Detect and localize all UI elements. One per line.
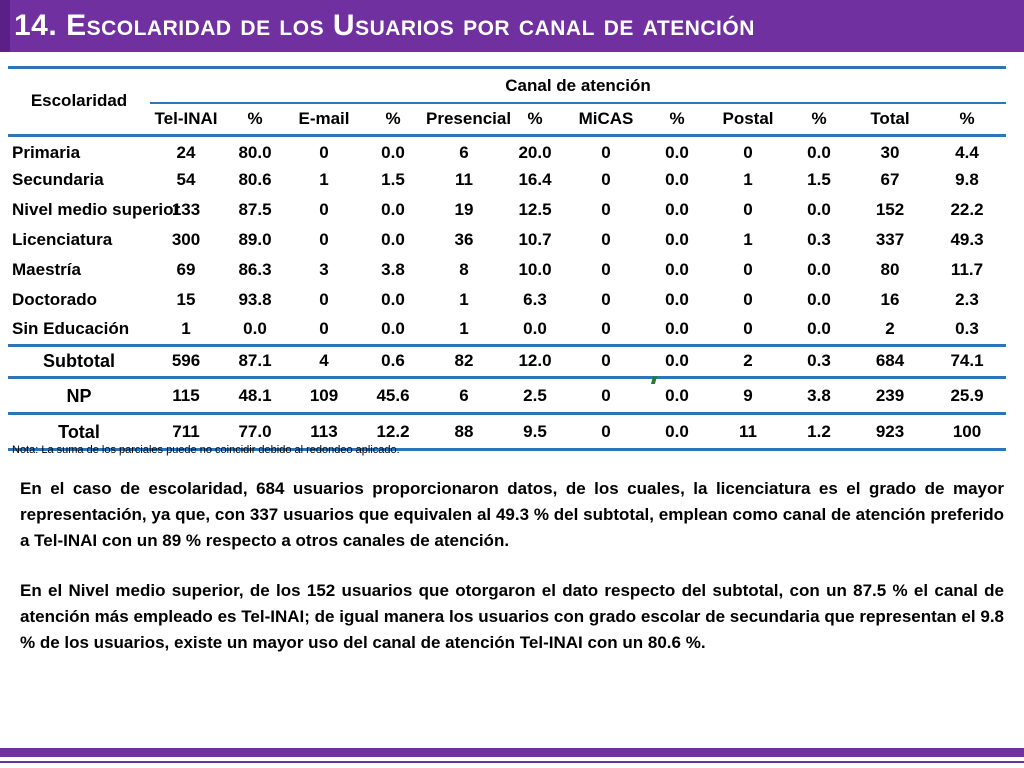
cell: 596 (171, 351, 201, 370)
cell: 3.8 (381, 260, 405, 279)
cell: 10.7 (518, 230, 552, 249)
table-row (8, 225, 1006, 255)
row-label: Subtotal (43, 350, 115, 371)
row-label: Nivel medio superior (12, 200, 181, 219)
subtotal-row (8, 345, 1006, 377)
cell: 3.8 (807, 386, 831, 406)
footer-bar (0, 748, 1024, 757)
cell: 82 (454, 351, 474, 370)
row-label: NP (66, 385, 92, 406)
cell: 115 (172, 386, 200, 406)
cell: 80.6 (238, 170, 272, 189)
escolaridad-table (8, 66, 1006, 451)
cell: 133 (171, 200, 201, 219)
header-col-10: Total (852, 103, 928, 135)
cell: 0 (319, 142, 329, 162)
cell: 109 (309, 386, 339, 406)
cell: 0 (601, 230, 611, 249)
header-col-0: Tel-INAI (150, 103, 222, 135)
cell: 93.8 (238, 290, 272, 309)
cell: 6 (459, 386, 469, 406)
cell: 45.6 (376, 386, 410, 406)
row-label: Licenciatura (12, 230, 113, 249)
cell: 11.7 (950, 260, 984, 279)
cell: 0.0 (665, 260, 689, 279)
title-text: Escolaridad de los Usuarios por canal de atención (66, 9, 755, 42)
cell: 0.0 (665, 351, 689, 370)
cell: 80.0 (238, 142, 272, 162)
cell: 113 (310, 422, 338, 442)
cell: 0 (743, 260, 753, 279)
cell: 0 (601, 351, 611, 370)
cell: 1 (743, 170, 753, 189)
cell: 0.0 (665, 142, 689, 162)
cell: 684 (875, 351, 905, 370)
cell: 0 (743, 319, 753, 339)
cell: 12.2 (376, 422, 410, 442)
page-title (14, 6, 755, 46)
cell: 0.3 (807, 230, 831, 249)
table-row (8, 195, 1006, 225)
cell: 0.0 (381, 230, 405, 249)
paragraph-nivel-medio-superior: En el Nivel medio superior, de los 152 usuarios que otorgaron el dato respecto del subtotal, con un 87.5 % el canal de atención más empleado es Tel-INAI; de igual manera los usuarios con grado escolar de secundaria que representan el 9.8 % de los usuarios, existe un mayor uso del canal de atención Tel-INAI con un 80.6 %. (20, 581, 1004, 652)
cell: 239 (875, 386, 905, 406)
cell: 4 (319, 351, 329, 370)
cell: 0.0 (665, 200, 689, 219)
title-accent (0, 0, 10, 52)
cell: 711 (172, 422, 200, 442)
table-row (8, 135, 1006, 165)
cell: 0 (601, 422, 611, 442)
header-col-11: % (928, 103, 1006, 135)
cell: 0 (743, 200, 753, 219)
cell: 0.0 (523, 319, 547, 339)
cell: 0.0 (807, 290, 831, 309)
header-col-7: % (644, 103, 710, 135)
cell: 24 (176, 142, 196, 162)
cell: 0 (601, 290, 611, 309)
row-label: Primaria (12, 142, 81, 162)
cell: 69 (176, 260, 196, 279)
cell: 1 (459, 290, 469, 309)
cell: 0.6 (381, 351, 405, 370)
header-col-2: E-mail (288, 103, 360, 135)
cell: 2 (885, 319, 895, 339)
cell: 16.4 (518, 170, 552, 189)
cell: 100 (952, 422, 982, 442)
cell: 0.0 (665, 319, 689, 339)
cell: 77.0 (238, 422, 272, 442)
cell: 87.5 (238, 200, 272, 219)
row-label: Maestría (12, 260, 81, 279)
table-row (8, 165, 1006, 195)
cell: 2 (743, 351, 753, 370)
cell: 10.0 (518, 260, 552, 279)
header-col-3: % (360, 103, 426, 135)
cell: 16 (880, 290, 900, 309)
cell: 0 (601, 386, 611, 406)
cell: 74.1 (950, 351, 984, 370)
cell: 0.3 (807, 351, 831, 370)
cell: 0.0 (381, 319, 405, 339)
cell: 0.0 (665, 230, 689, 249)
cell: 2.3 (955, 290, 979, 309)
title-number: 14. (14, 9, 58, 42)
cell: 0.0 (665, 170, 689, 189)
cell: 0 (319, 200, 329, 219)
cell: 12.0 (518, 351, 552, 370)
cell: 0.0 (243, 319, 267, 339)
cell: 25.9 (950, 386, 984, 406)
cell: 1 (459, 319, 469, 339)
cell: 80 (880, 260, 900, 279)
table-row (8, 285, 1006, 315)
header-escolaridad: Escolaridad (8, 69, 150, 135)
table-row (8, 315, 1006, 345)
cell: 11 (455, 170, 473, 189)
cell: 1.5 (807, 170, 831, 189)
cell: 1 (319, 170, 329, 189)
header-col-6: MiCAS (568, 103, 644, 135)
cell: 0 (601, 200, 611, 219)
cell: 22.2 (950, 200, 984, 219)
cell: 0.0 (665, 422, 689, 442)
cell: 300 (171, 230, 201, 249)
np-row (8, 381, 1006, 413)
cell: 48.1 (238, 386, 272, 406)
header-col-1: % (222, 103, 288, 135)
cell: 0 (319, 319, 329, 339)
cell: 54 (176, 170, 196, 189)
header-col-5: % (502, 103, 568, 135)
table-note: Nota: La suma de los parciales puede no coincidir debido al redondeo aplicado. (12, 444, 400, 456)
cell: 88 (454, 422, 474, 442)
header-col-8: Postal (710, 103, 786, 135)
cell: 0.0 (807, 142, 831, 162)
row-label: Doctorado (12, 290, 97, 309)
cell: 9.5 (523, 422, 547, 442)
cell: 1.5 (381, 170, 405, 189)
row-label: Secundaria (12, 170, 104, 189)
cell: 15 (176, 290, 196, 309)
footer-line (0, 761, 1024, 763)
header-col-4: Presencial (426, 103, 502, 135)
cell: 0 (601, 319, 611, 339)
cell: 12.5 (518, 200, 552, 219)
cell: 20.0 (518, 142, 552, 162)
cell: 0 (743, 142, 753, 162)
cell: 1 (181, 319, 191, 339)
cell: 0.0 (807, 200, 831, 219)
cell: 36 (454, 230, 474, 249)
cell: 152 (875, 200, 905, 219)
cell: 87.1 (238, 351, 272, 370)
cell: 6 (459, 142, 469, 162)
cell: 1.2 (807, 422, 831, 442)
cell: 8 (459, 260, 469, 279)
cell: 0.0 (807, 319, 831, 339)
cell: 0.0 (381, 290, 405, 309)
row-label: Total (58, 421, 100, 442)
cell: 0 (319, 230, 329, 249)
cell: 0 (319, 290, 329, 309)
table-row (8, 255, 1006, 285)
paragraph-licenciatura: En el caso de escolaridad, 684 usuarios proporcionaron datos, de los cuales, la licenciatura es el grado de mayor representación, ya que, con 337 usuarios que equivalen al 49.3 % del subtotal, emplean como canal de atención preferido a Tel-INAI con un 89 % respecto a otros canales de atención. (20, 479, 1004, 550)
cell: 1 (743, 230, 753, 249)
cell: 0.3 (955, 319, 979, 339)
cell: 0.0 (807, 260, 831, 279)
header-col-9: % (786, 103, 852, 135)
cell: 19 (454, 200, 474, 219)
cell: 67 (880, 170, 900, 189)
cell: 0.0 (381, 142, 405, 162)
header-canal-de-atencion: Canal de atención (505, 75, 651, 95)
cell: 30 (880, 142, 900, 162)
cell: 0 (601, 260, 611, 279)
cell: 9.8 (955, 170, 979, 189)
cell: 86.3 (238, 260, 272, 279)
cell: 0.0 (665, 290, 689, 309)
cell: 0.0 (665, 386, 689, 406)
cell: 11 (739, 422, 757, 442)
cell: 0.0 (381, 200, 405, 219)
cell: 0 (601, 170, 611, 189)
cell: 89.0 (238, 230, 272, 249)
cell: 0 (601, 142, 611, 162)
row-label: Sin Educación (12, 319, 130, 339)
cell: 4.4 (955, 142, 979, 162)
cell: 6.3 (523, 290, 547, 309)
cell: 3 (319, 260, 329, 279)
cell: 2.5 (523, 386, 547, 406)
cell: 337 (875, 230, 905, 249)
cell: 923 (875, 422, 905, 442)
cell: 9 (743, 386, 753, 406)
cell: 0 (743, 290, 753, 309)
cell: 49.3 (950, 230, 984, 249)
